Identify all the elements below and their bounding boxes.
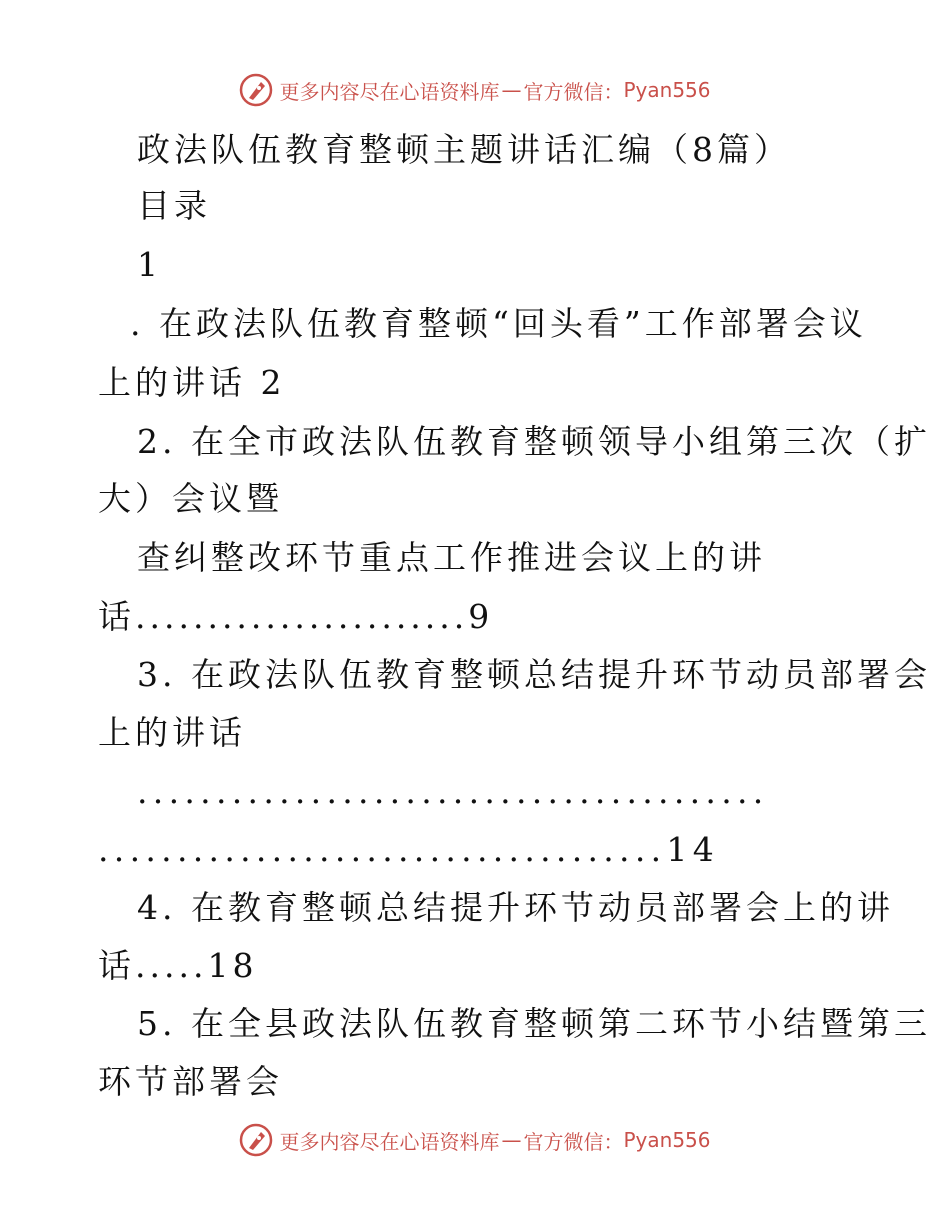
toc-line: 环节部署会 xyxy=(98,1062,283,1101)
toc-line: 3. 在政法队伍教育整顿总结提升环节动员部署会 xyxy=(137,655,931,694)
toc-line: 1 xyxy=(137,245,162,284)
toc-leader-line: ....................................14 xyxy=(98,830,720,869)
toc-line: 话.....18 xyxy=(98,946,258,985)
banner-text: 更多内容尽在心语资料库 xyxy=(279,79,500,104)
banner-wechat-label: 官方微信： xyxy=(523,1129,624,1154)
toc-line: 大）会议暨 xyxy=(98,479,283,518)
toc-line: 查纠整改环节重点工作推进会议上的讲 xyxy=(137,538,766,577)
toc-line: . 在政法队伍教育整顿“回头看”工作部署会议 xyxy=(130,304,867,343)
banner-text: 更多内容尽在心语资料库 xyxy=(279,1129,500,1154)
toc-leader-line: ........................................ xyxy=(137,772,769,811)
toc-line: 上的讲话 2 xyxy=(98,363,286,402)
toc-line: 4. 在教育整顿总结提升环节动员部署会上的讲 xyxy=(137,888,894,927)
banner-wechat-label: 官方微信： xyxy=(523,79,624,104)
banner-separator: — xyxy=(501,1128,522,1152)
footer-watermark xyxy=(0,1120,950,1160)
toc-line: 2. 在全市政法队伍教育整顿领导小组第三次（扩 xyxy=(137,422,931,461)
pen-nib-icon xyxy=(239,73,273,107)
toc-line: 5. 在全县政法队伍教育整顿第二环节小结暨第三 xyxy=(137,1004,931,1043)
banner-wechat-id: Pyan556 xyxy=(623,78,711,102)
toc-line: 上的讲话 xyxy=(98,713,246,752)
banner-wechat-id: Pyan556 xyxy=(623,1128,711,1152)
document-title: 政法队伍教育整顿主题讲话汇编（8篇） xyxy=(137,130,791,169)
header-watermark xyxy=(0,70,950,110)
toc-heading: 目录 xyxy=(137,186,211,225)
banner-separator: — xyxy=(501,78,522,102)
pen-nib-icon xyxy=(239,1123,273,1157)
toc-line: 话.......................9 xyxy=(98,597,494,636)
